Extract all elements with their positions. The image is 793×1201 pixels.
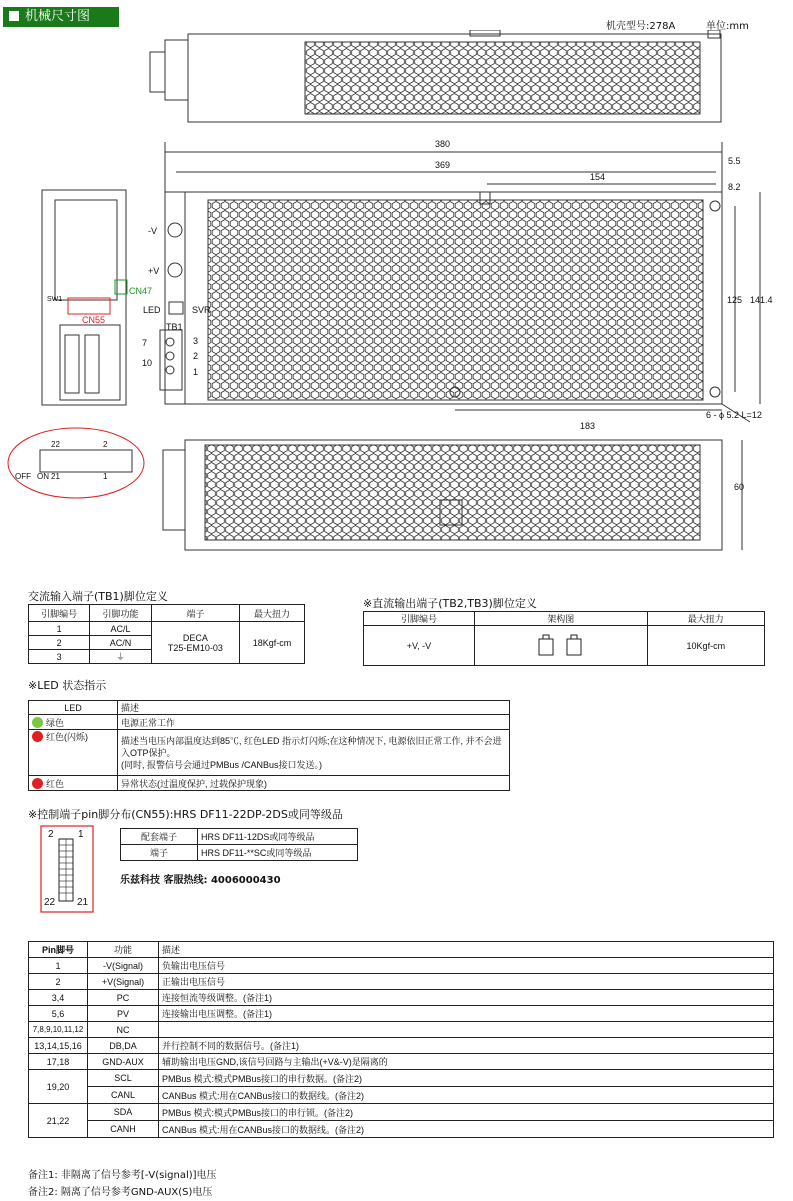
dim-380: 380 — [435, 139, 451, 149]
pin-cell: 3,4 — [29, 990, 88, 1006]
pin-desc: PMBus 模式:模式PMBus接口的串行锁。(备注2) — [159, 1104, 774, 1121]
pin-cell: 17,18 — [29, 1054, 88, 1070]
label-conn-2: 2 — [103, 440, 108, 449]
label-minus-v: -V — [148, 226, 157, 236]
dim-5-5: 5.5 — [728, 156, 741, 166]
tb1-cell: 1 — [29, 622, 90, 636]
dim-10: 10 — [142, 358, 153, 368]
top-vent-grid — [305, 42, 700, 114]
cn55-mating-table — [120, 828, 358, 861]
led-state: 红色(闪烁) — [46, 732, 88, 742]
tb1-header: 引脚编号 — [29, 605, 90, 622]
pin-func: SCL — [88, 1070, 159, 1087]
pin-desc — [159, 1022, 774, 1038]
tb23-torque: 10Kgf-cm — [647, 626, 764, 666]
mating-value: HRS DF11-**SC或同等级品 — [198, 845, 358, 861]
pin-header: 描述 — [159, 942, 774, 958]
dim-holes: 6 - ϕ 5.2 L=12 — [706, 410, 762, 420]
label-off: OFF — [15, 472, 31, 481]
tb23-pin: +V, -V — [364, 626, 475, 666]
pin-func: DB,DA — [88, 1038, 159, 1054]
label-conn-21: 21 — [51, 472, 60, 481]
mechanical-drawing — [0, 30, 793, 585]
pin-func: SDA — [88, 1104, 159, 1121]
led-title: ※LED 状态指示 — [28, 679, 107, 692]
case-model: 机壳型号:278A — [606, 21, 676, 32]
tb23-header: 最大扭力 — [647, 612, 764, 626]
note-1: 备注1: 非隔离了信号参考[-V(signal)]电压 — [28, 1170, 217, 1181]
label-conn-22: 22 — [51, 440, 60, 449]
tb1-cell: 3 — [29, 650, 90, 664]
led-state: 绿色 — [46, 717, 65, 728]
pin-func: NC — [88, 1022, 159, 1038]
label-tb1-1: 1 — [193, 367, 199, 377]
pin-desc: CANBus 模式:用在CANBus接口的数据线。(备注2) — [159, 1087, 774, 1104]
pin-desc: 并行控制不同的数据信号。(备注1) — [159, 1038, 774, 1054]
led-table — [28, 700, 510, 791]
label-led: LED — [143, 305, 161, 315]
pin-desc: 连接恒流等级调整。(备注1) — [159, 990, 774, 1006]
hotline: 乐兹科技 客服热线: 4006000430 — [120, 875, 281, 886]
pin-cell: 2 — [29, 974, 88, 990]
led-state: 红色 — [46, 778, 65, 789]
pin-cell: 13,14,15,16 — [29, 1038, 88, 1054]
terminal-structure-icon — [474, 626, 647, 666]
pin-func: PC — [88, 990, 159, 1006]
dim-369: 369 — [435, 160, 451, 170]
pin-func: PV — [88, 1006, 159, 1022]
label-sw1: SW1 — [47, 296, 63, 303]
red-dot-icon — [32, 778, 43, 789]
tb1-torque: 18Kgf-cm — [240, 622, 305, 664]
tb1-terminal: DECA T25-EM10-03 — [151, 622, 239, 664]
label-svr: SVR — [192, 305, 211, 315]
connector-detail-circle — [8, 428, 144, 498]
tb1-cell: 2 — [29, 636, 90, 650]
tb1-header: 最大扭力 — [240, 605, 305, 622]
tb23-table — [363, 611, 765, 666]
cn55-title: ※控制端子pin脚分布(CN55):HRS DF11-22DP-2DS或同等级品 — [28, 808, 343, 821]
label-cn47: CN47 — [129, 286, 153, 296]
cn55-pin-21: 21 — [77, 897, 89, 908]
tb1-table — [28, 604, 305, 664]
label-on: ON — [37, 472, 49, 481]
pin-header: 功能 — [88, 942, 159, 958]
pin-desc: CANBus 模式:用在CANBus接口的数据线。(备注2) — [159, 1121, 774, 1138]
dim-125: 125 — [727, 295, 743, 305]
tb23-title: ※直流输出端子(TB2,TB3)脚位定义 — [363, 597, 537, 610]
mating-key: 配套端子 — [121, 829, 198, 845]
dim-141-4: 141.4 — [750, 295, 773, 305]
pin-desc: 负输出电压信号 — [159, 958, 774, 974]
tb1-header: 引脚功能 — [90, 605, 151, 622]
cn55-pin-1: 1 — [78, 829, 84, 840]
page-title: 机械尺寸图 — [25, 9, 91, 24]
dim-183: 183 — [580, 421, 596, 431]
led-header: LED — [29, 701, 118, 715]
pin-cell: 19,20 — [29, 1070, 88, 1104]
pin-desc: PMBus 模式:模式PMBus接口的串行数据。(备注2) — [159, 1070, 774, 1087]
note-2: 备注2: 隔离了信号参考GND-AUX(S)电压 — [28, 1187, 213, 1198]
cn55-pin-2: 2 — [48, 829, 54, 840]
pin-cell: 1 — [29, 958, 88, 974]
dim-154: 154 — [590, 172, 606, 182]
label-tb1: TB1 — [166, 322, 183, 332]
pin-header: Pin脚号 — [29, 942, 88, 958]
pin-desc: 连接输出电压调整。(备注1) — [159, 1006, 774, 1022]
tb1-header: 端子 — [151, 605, 239, 622]
pin-func: GND-AUX — [88, 1054, 159, 1070]
pin-func: CANH — [88, 1121, 159, 1138]
dim-7: 7 — [142, 338, 148, 348]
cn55-pin-22: 22 — [44, 897, 56, 908]
pin-table — [28, 941, 774, 1138]
ground-icon: ⏚ — [90, 650, 151, 664]
front-vent-grid — [208, 200, 703, 400]
label-tb1-3: 3 — [193, 336, 199, 346]
pin-func: -V(Signal) — [88, 958, 159, 974]
pin-cell: 5,6 — [29, 1006, 88, 1022]
label-plus-v: +V — [148, 266, 160, 276]
led-desc: 描述当电压内部温度达到85℃, 红色LED 指示灯闪烁;在这种情况下, 电源依旧正常工作, 并不会进入OTP保护。 (同时, 报警信号会通过PMBus /CANBus接口发送。) — [118, 730, 510, 776]
pin-cell: 21,22 — [29, 1104, 88, 1138]
tb23-header: 引脚编号 — [364, 612, 475, 626]
tb1-title: 交流输入端子(TB1)脚位定义 — [28, 590, 168, 603]
led-desc: 电源正常工作 — [118, 715, 510, 730]
mating-value: HRS DF11-12DS或同等级品 — [198, 829, 358, 845]
pin-desc: 正输出电压信号 — [159, 974, 774, 990]
pin-cell: 7,8,9,10,11,12 — [29, 1022, 88, 1038]
tb23-header: 架构图 — [474, 612, 647, 626]
led-header: 描述 — [118, 701, 510, 715]
section-title-bar — [3, 7, 119, 27]
pin-func: CANL — [88, 1087, 159, 1104]
led-desc: 异常状态(过温度保护, 过载保护现象) — [118, 776, 510, 791]
dim-8-2: 8.2 — [728, 182, 741, 192]
label-cn55: CN55 — [82, 315, 106, 325]
pin-desc: 辅助输出电压GND,该信号回路与主输出(+V&-V)是隔离的 — [159, 1054, 774, 1070]
bottom-vent-grid — [205, 445, 700, 540]
pin-func: +V(Signal) — [88, 974, 159, 990]
unit-label: 单位:mm — [706, 21, 749, 32]
label-conn-1: 1 — [103, 472, 108, 481]
mating-key: 端子 — [121, 845, 198, 861]
tb1-cell: AC/L — [90, 622, 151, 636]
tb1-cell: AC/N — [90, 636, 151, 650]
dim-60: 60 — [734, 482, 745, 492]
label-tb1-2: 2 — [193, 351, 199, 361]
red-dot-icon — [32, 731, 43, 742]
square-icon — [9, 11, 19, 21]
green-dot-icon — [32, 717, 43, 728]
